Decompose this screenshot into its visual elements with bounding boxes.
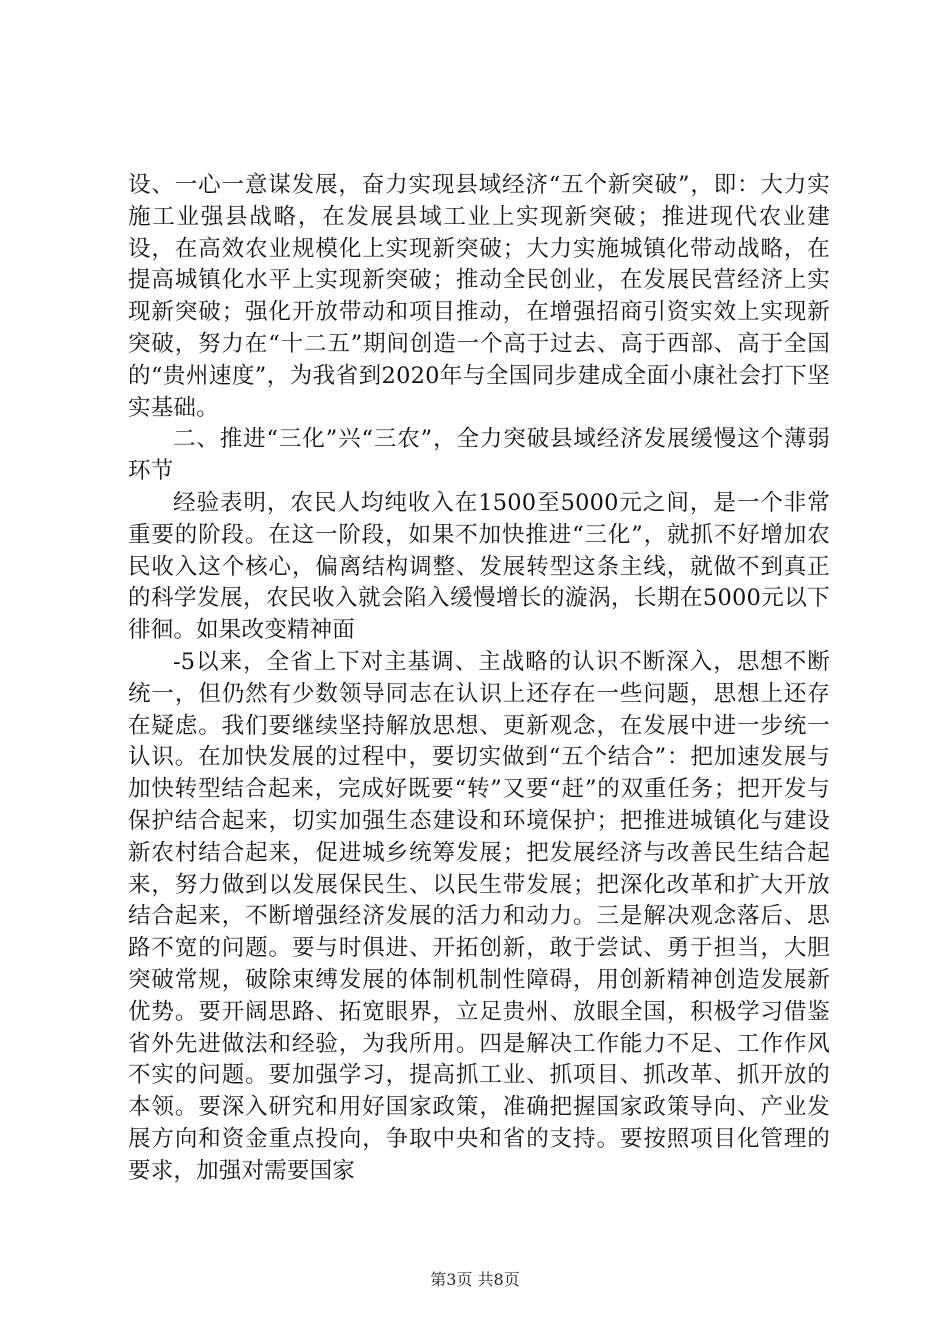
section-heading-2: 二、推进“三化”兴“三农”，全力突破县域经济发展缓慢这个薄弱环节 — [128, 426, 830, 485]
document-body — [128, 170, 830, 1188]
page-footer — [0, 1270, 950, 1290]
paragraph-1: 设、一心一意谋发展，奋力实现县域经济“五个新突破”，即：大力实施工业强县战略，在发展县域工业上实现新突破；推进现代农业建设，在高效农业规模化上实现新突破；大力实施城镇化带动战略，在提高城镇化水平上实现新突破；推动全民创业，在发展民营经济上实现新突破；强化开放带动和项目推动，在增强招商引资实效上实现新突破，努力在“十二五”期间创造一个高于过去、高于西部、高于全国的“贵州速度”，为我省到2020年与全国同步建成全面小康社会打下坚实基础。 — [128, 172, 830, 421]
page-number-label: 第3页 共8页 — [430, 1270, 520, 1289]
paragraph-4: -5以来，全省上下对主基调、主战略的认识不断深入，思想不断统一，但仍然有少数领导同志在认识上还存在一些问题，思想上还存在疑虑。我们要继续坚持解放思想、更新观念，在发展中进一步统一认识。在加快发展的过程中，要切实做到“五个结合”：把加速发展与加快转型结合起来，完成好既要“转”又要“赶”的双重任务；把开发与保护结合起来，切实加强生态建设和环境保护；把推进城镇化与建设新农村结合起来，促进城乡统筹发展；把发展经济与改善民生结合起来，努力做到以发展保民生、以民生带发展；把深化改革和扩大开放结合起来，不断增强经济发展的活力和动力。三是解决观念落后、思路不宽的问题。要与时俱进、开拓创新，敢于尝试、勇于担当，大胆突破常规，破除束缚发展的体制机制性障碍，用创新精神创造发展新优势。要开阔思路、拓宽眼界，立足贵州、放眼全国，积极学习借鉴省外先进做法和经验，为我所用。四是解决工作能力不足、工作作风不实的问题。要加强学习，提高抓工业、抓项目、抓改革、抓开放的本领。要深入研究和用好国家政策，准确把握国家政策导向、产业发展方向和资金重点投向，争取中央和省的支持。要按照项目化管理的要求，加强对需要国家 — [128, 648, 830, 1184]
paragraph-3: 经验表明，农民人均纯收入在1500至5000元之间，是一个非常重要的阶段。在这一阶段，如果不加快推进“三化”，就抓不好增加农民收入这个核心，偏离结构调整、发展转型这条主线，就做不到真正的科学发展，农民收入就会陷入缓慢增长的漩涡，长期在5000元以下徘徊。如果改变精神面 — [128, 489, 830, 644]
